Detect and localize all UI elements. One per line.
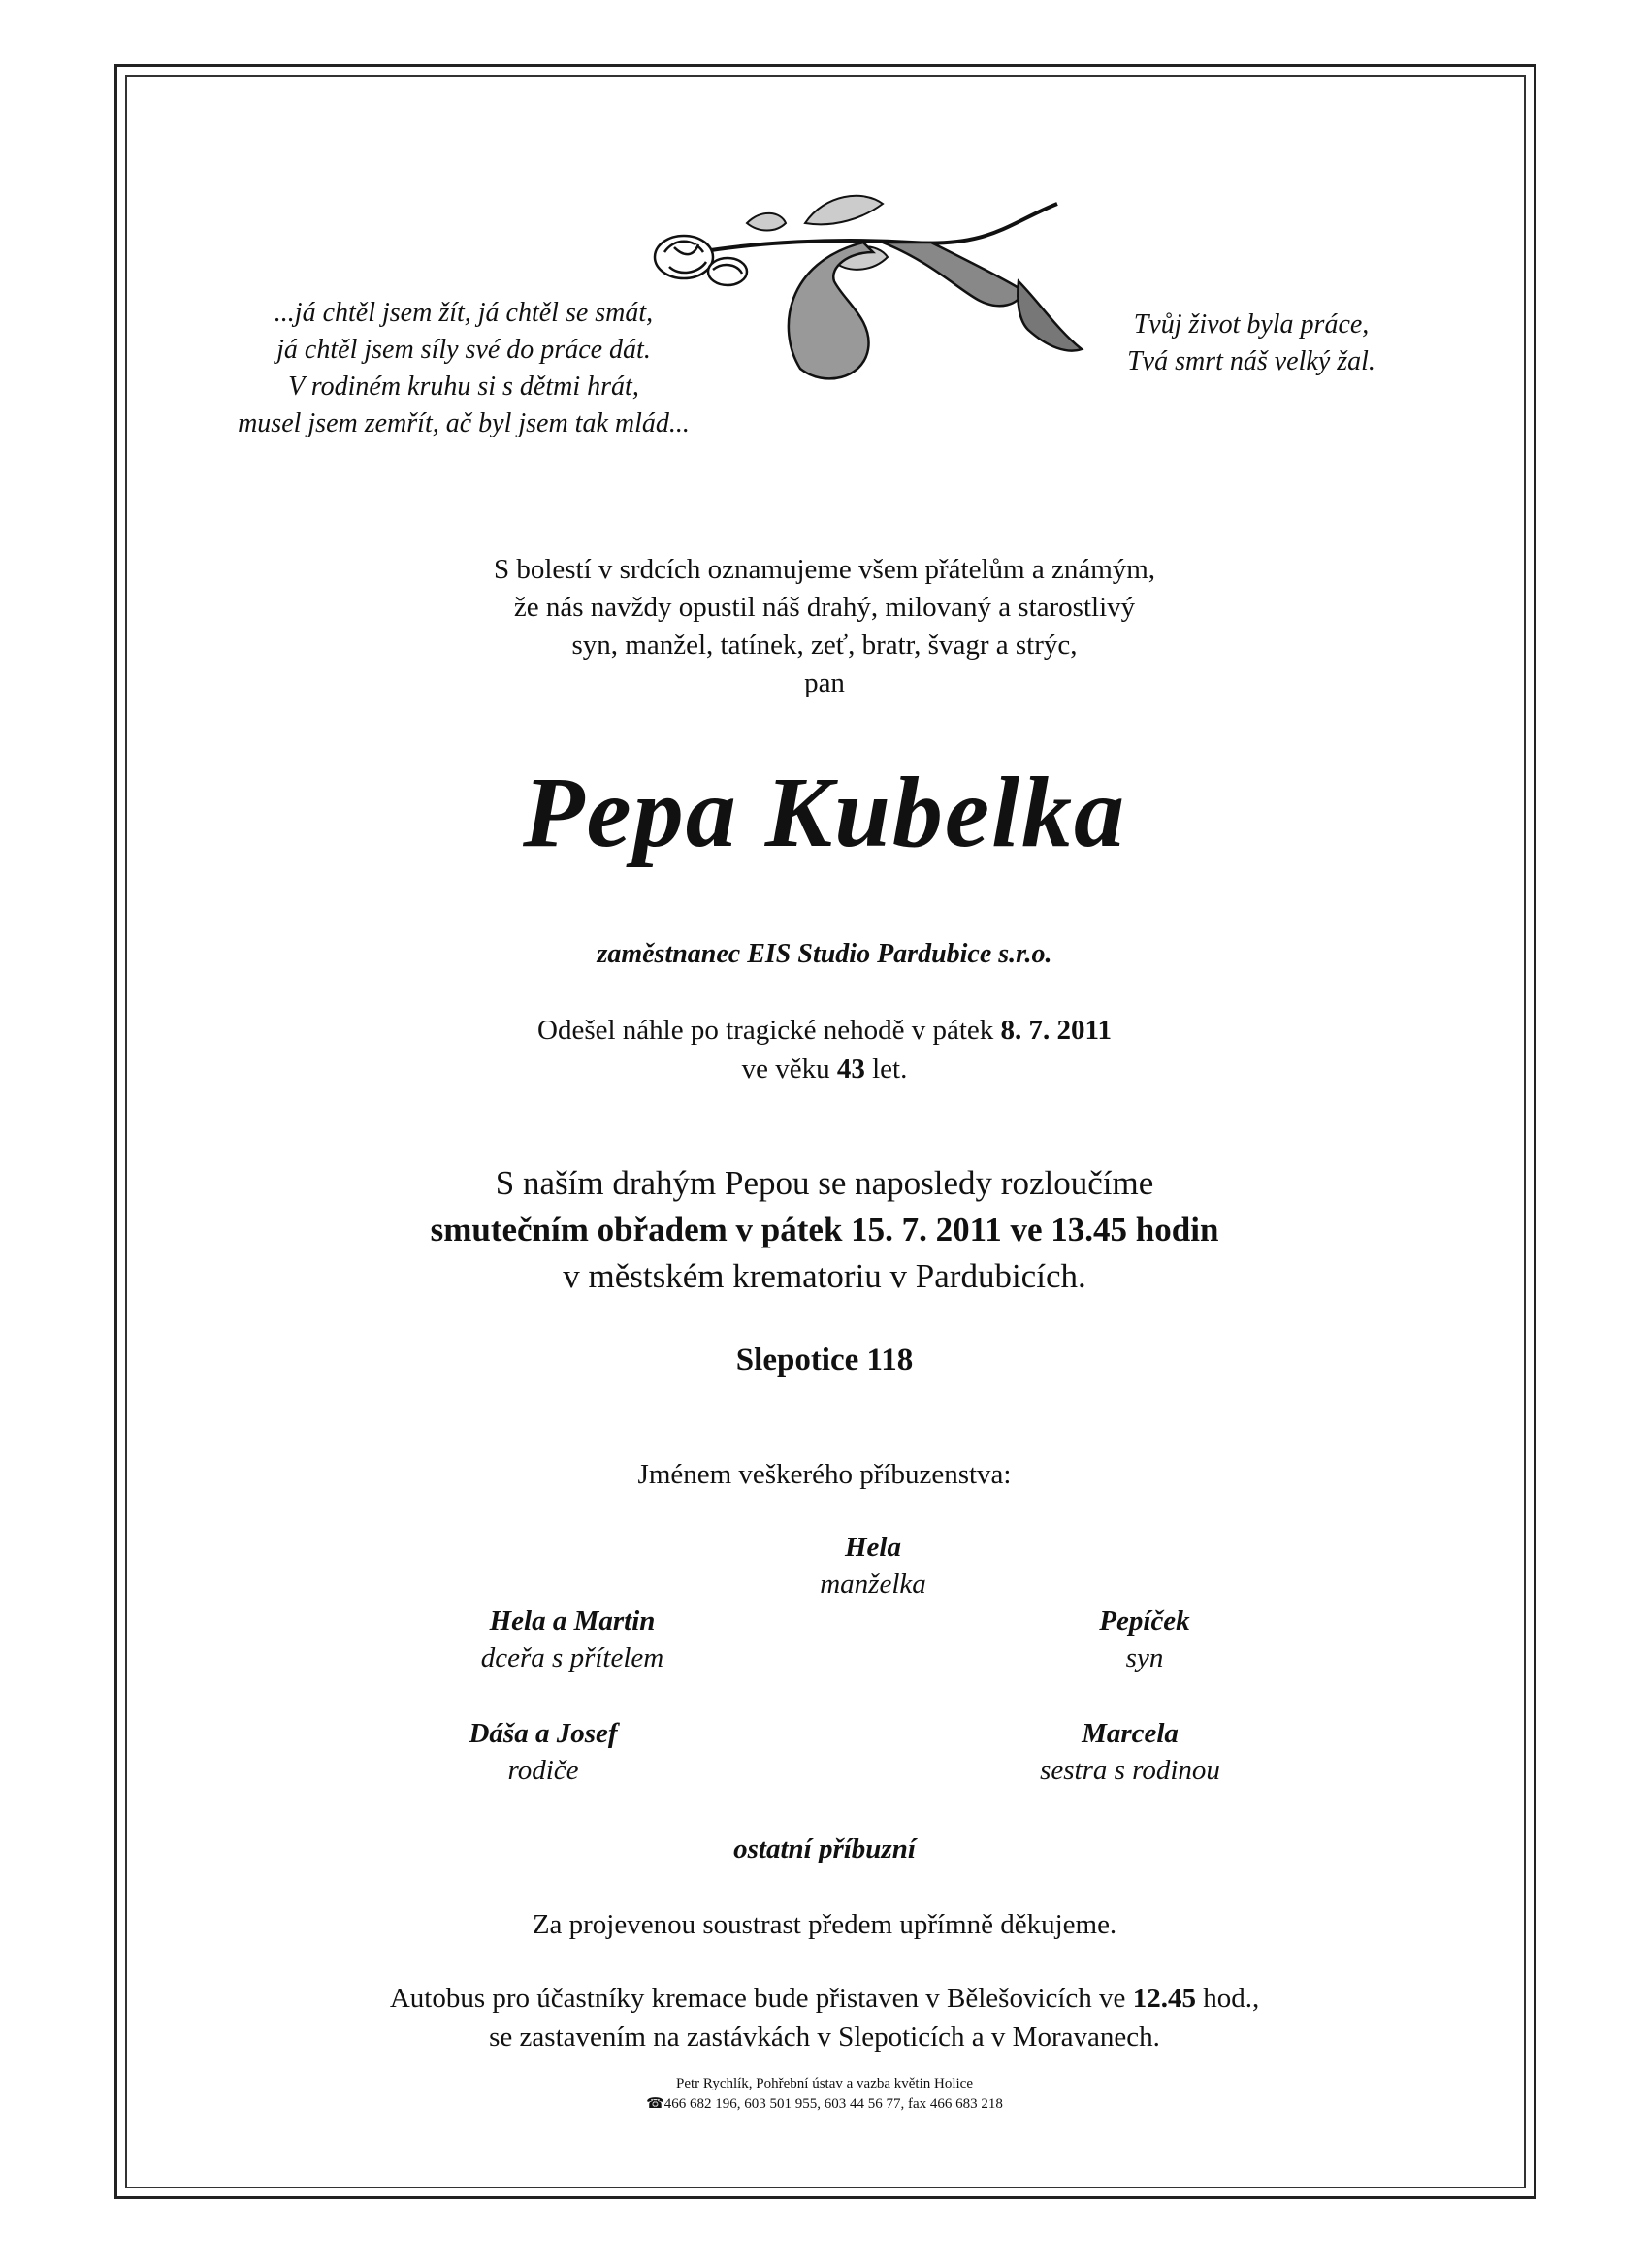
- undertaker-name: Petr Rychlík, Pohřební ústav a vazba květin Holice: [676, 2076, 973, 2091]
- poem-left-line: já chtěl jsem síly své do práce dát.: [276, 335, 651, 365]
- poem-left-line: musel jsem zemřít, ač byl jsem tak mlád...: [238, 408, 690, 438]
- family-name: Hela a Martin: [489, 1605, 656, 1636]
- deceased-name: Pepa Kubelka: [523, 757, 1126, 868]
- family-wife: [679, 1529, 1067, 1603]
- intro-line: syn, manžel, tatínek, zeť, bratr, švagr a strýc,: [571, 630, 1078, 661]
- ceremony-line-bold: smutečním obřadem v pátek 15. 7. 2011 ve 13.45 hodin: [430, 1211, 1219, 1248]
- address: Slepotice 118: [735, 1343, 914, 1377]
- family-sister: [936, 1715, 1324, 1789]
- announcement-intro: [194, 551, 1455, 702]
- age-value: 43: [836, 1053, 865, 1085]
- age-suffix: let.: [864, 1053, 908, 1085]
- family-relation: dceřa s přítelem: [480, 1642, 664, 1673]
- death-text: Odešel náhle po tragické nehodě v pátek: [537, 1015, 1001, 1046]
- family-relation: sestra s rodinou: [1040, 1755, 1220, 1786]
- family-parents: [349, 1715, 737, 1789]
- poem-right-line: Tvůj život byla práce,: [1133, 309, 1370, 340]
- bus-line-2: se zastavením na zastávkách v Slepoticích a v Moravanech.: [489, 2022, 1160, 2053]
- family-name: Pepíček: [1099, 1605, 1190, 1636]
- intro-line: že nás navždy opustil náš drahý, milovaný a starostlivý: [513, 592, 1136, 623]
- family-relation: rodiče: [507, 1755, 579, 1786]
- intro-line: pan: [804, 667, 845, 698]
- poem-left-line: ...já chtěl jsem žít, já chtěl se smát,: [274, 298, 654, 328]
- thanks-line: Za projevenou soustrast předem upřímně děkujeme.: [532, 1909, 1117, 1940]
- employer: zaměstnanec EIS Studio Pardubice s.r.o.: [597, 939, 1052, 969]
- other-relatives: ostatní příbuzní: [733, 1833, 916, 1864]
- family-name: Dáša a Josef: [469, 1718, 618, 1749]
- bus-time: 12.45: [1132, 1983, 1196, 2014]
- family-relation: syn: [1125, 1642, 1164, 1673]
- ceremony-line: S naším drahým Pepou se naposledy rozloučíme: [495, 1164, 1154, 1202]
- poem-right: [1067, 307, 1436, 380]
- family-son: [951, 1603, 1339, 1676]
- ceremony-line: v městském krematoriu v Pardubicích.: [563, 1257, 1086, 1295]
- death-info: [194, 1011, 1455, 1088]
- age-line: [194, 1050, 1455, 1088]
- undertaker-phones: [194, 2094, 1455, 2115]
- bus-info: [194, 1979, 1455, 2057]
- on-behalf-line: Jménem veškerého příbuzenstva:: [637, 1459, 1012, 1490]
- family-relation: manželka: [820, 1569, 926, 1600]
- poem-left: [182, 295, 745, 442]
- family-name: Marcela: [1082, 1718, 1179, 1749]
- poem-left-line: V rodiném kruhu si s dětmi hrát,: [288, 372, 639, 402]
- phone-numbers: 466 682 196, 603 501 955, 603 44 56 77, fax 466 683 218: [663, 2096, 1003, 2112]
- death-date: 8. 7. 2011: [1000, 1015, 1112, 1046]
- intro-line: S bolestí v srdcích oznamujeme všem přátelům a známým,: [493, 554, 1156, 585]
- undertaker-info: [194, 2074, 1455, 2115]
- poem-right-line: Tvá smrt náš velký žal.: [1127, 346, 1375, 376]
- ceremony-info: [194, 1160, 1455, 1300]
- family-daughter: [378, 1603, 766, 1676]
- phone-icon: ☎: [646, 2096, 664, 2112]
- bus-line: [194, 1979, 1455, 2018]
- bus-text: Autobus pro účastníky kremace bude přistaven v Bělešovicích ve: [389, 1983, 1133, 2014]
- age-prefix: ve věku: [741, 1053, 837, 1085]
- family-name: Hela: [845, 1532, 901, 1563]
- bus-suffix: hod.,: [1195, 1983, 1260, 2014]
- death-line: [194, 1011, 1455, 1050]
